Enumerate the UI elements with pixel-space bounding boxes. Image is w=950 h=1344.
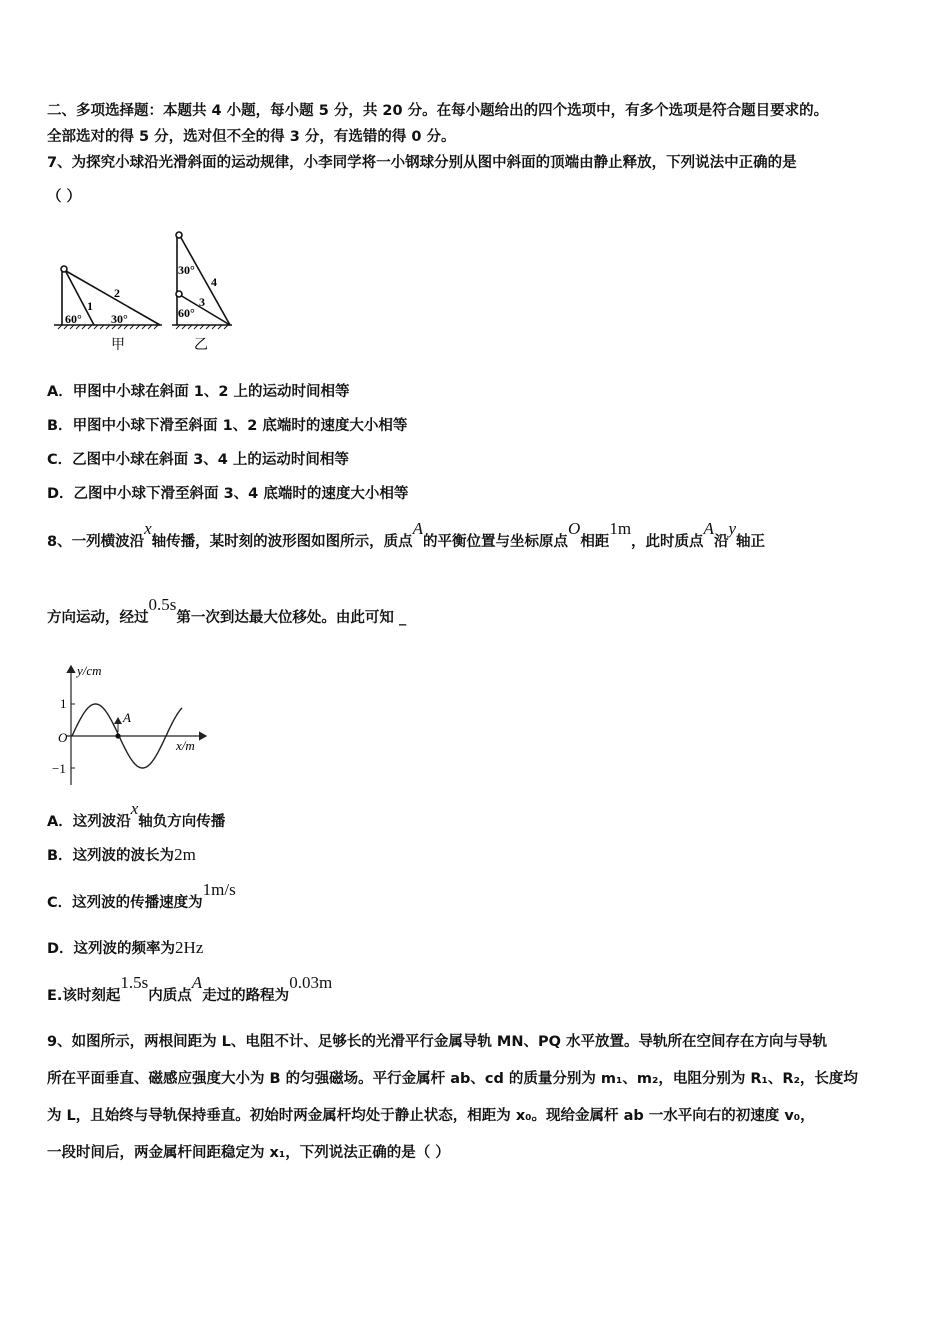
jia-label-2: 2 (114, 286, 120, 300)
q7-option-c[interactable]: C．乙图中小球在斜面 3、4 上的运动时间相等 (47, 452, 349, 468)
yi-ball-top (176, 232, 182, 238)
q8-option-b[interactable]: B．这列波的波长为2m (47, 845, 196, 864)
jia-ball (61, 266, 67, 272)
jia-angle-30: 30° (111, 312, 128, 326)
q7-blank: （ ） (47, 189, 82, 205)
q8-option-d[interactable]: D．这列波的频率为2Hz (47, 938, 204, 957)
q8-stem-line1: 8、一列横波沿x轴传播，某时刻的波形图如图所示，质点A的平衡位置与坐标原点O相距1m，此时质点A沿y轴正 (47, 519, 765, 550)
y-min-label: −1 (52, 761, 66, 776)
section-header-line1: 二、多项选择题：本题共 4 小题，每小题 5 分，共 20 分。在每小题给出的四个选项中，有多个选项是符合题目要求的。 (47, 103, 829, 119)
q7-option-d[interactable]: D．乙图中小球下滑至斜面 3、4 底端时的速度大小相等 (47, 486, 409, 502)
q9-stem-line3: 为 L，且始终与导轨保持垂直。初始时两金属杆均处于静止状态，相距为 x₀。现给金属杆 ab 一水平向右的初速度 v₀， (47, 1108, 815, 1124)
q7-option-a[interactable]: A．甲图中小球在斜面 1、2 上的运动时间相等 (47, 384, 350, 400)
q9-stem-line2: 所在平面垂直、磁感应强度大小为 B 的匀强磁场。平行金属杆 ab、cd 的质量分别为 m₁、m₂，电阻分别为 R₁、R₂，长度均 (47, 1071, 858, 1087)
q8-stem-line2: 方向运动，经过0.5s第一次到达最大位移处。由此可知 _ (47, 595, 407, 626)
jia-angle-60: 60° (65, 312, 82, 326)
yi-ball-mid (176, 291, 182, 297)
x-axis-label: x/m (176, 738, 195, 753)
q7-figure (44, 224, 264, 354)
jia-label-1: 1 (87, 299, 93, 313)
jia-caption: 甲 (111, 338, 125, 353)
y-axis-label: y/cm (77, 663, 102, 678)
yi-angle-30: 30° (178, 263, 195, 277)
yi-caption: 乙 (194, 338, 208, 353)
q9-stem-line1: 9、如图所示，两根间距为 L、电阻不计、足够长的光滑平行金属导轨 MN、PQ 水平放置。导轨所在空间存在方向与导轨 (47, 1034, 827, 1050)
yi-angle-60: 60° (178, 306, 195, 320)
q9-stem-line4: 一段时间后，两金属杆间距稳定为 x₁，下列说法正确的是（ ） (47, 1145, 450, 1161)
section-header-line2: 全部选对的得 5 分，选对但不全的得 3 分，有选错的得 0 分。 (47, 129, 456, 145)
y-max-label: 1 (60, 696, 67, 711)
point-a-label: A (123, 710, 131, 725)
point-a-marker (115, 733, 120, 738)
yi-label-4: 4 (211, 275, 217, 289)
q7-option-b[interactable]: B．甲图中小球下滑至斜面 1、2 底端时的速度大小相等 (47, 418, 408, 434)
q8-wave-graph (46, 660, 216, 790)
origin-label: O (58, 730, 68, 745)
q8-option-a[interactable]: A．这列波沿x轴负方向传播 (47, 799, 226, 830)
q8-option-c[interactable]: C．这列波的传播速度为1m/s (47, 880, 236, 911)
q7-stem: 7、为探究小球沿光滑斜面的运动规律，小李同学将一小钢球分别从图中斜面的顶端由静止释放，下列说法中正确的是 (47, 155, 797, 171)
q8-option-e[interactable]: E.该时刻起1.5s内质点A走过的路程为0.03m (47, 973, 333, 1004)
yi-label-3: 3 (199, 295, 205, 309)
